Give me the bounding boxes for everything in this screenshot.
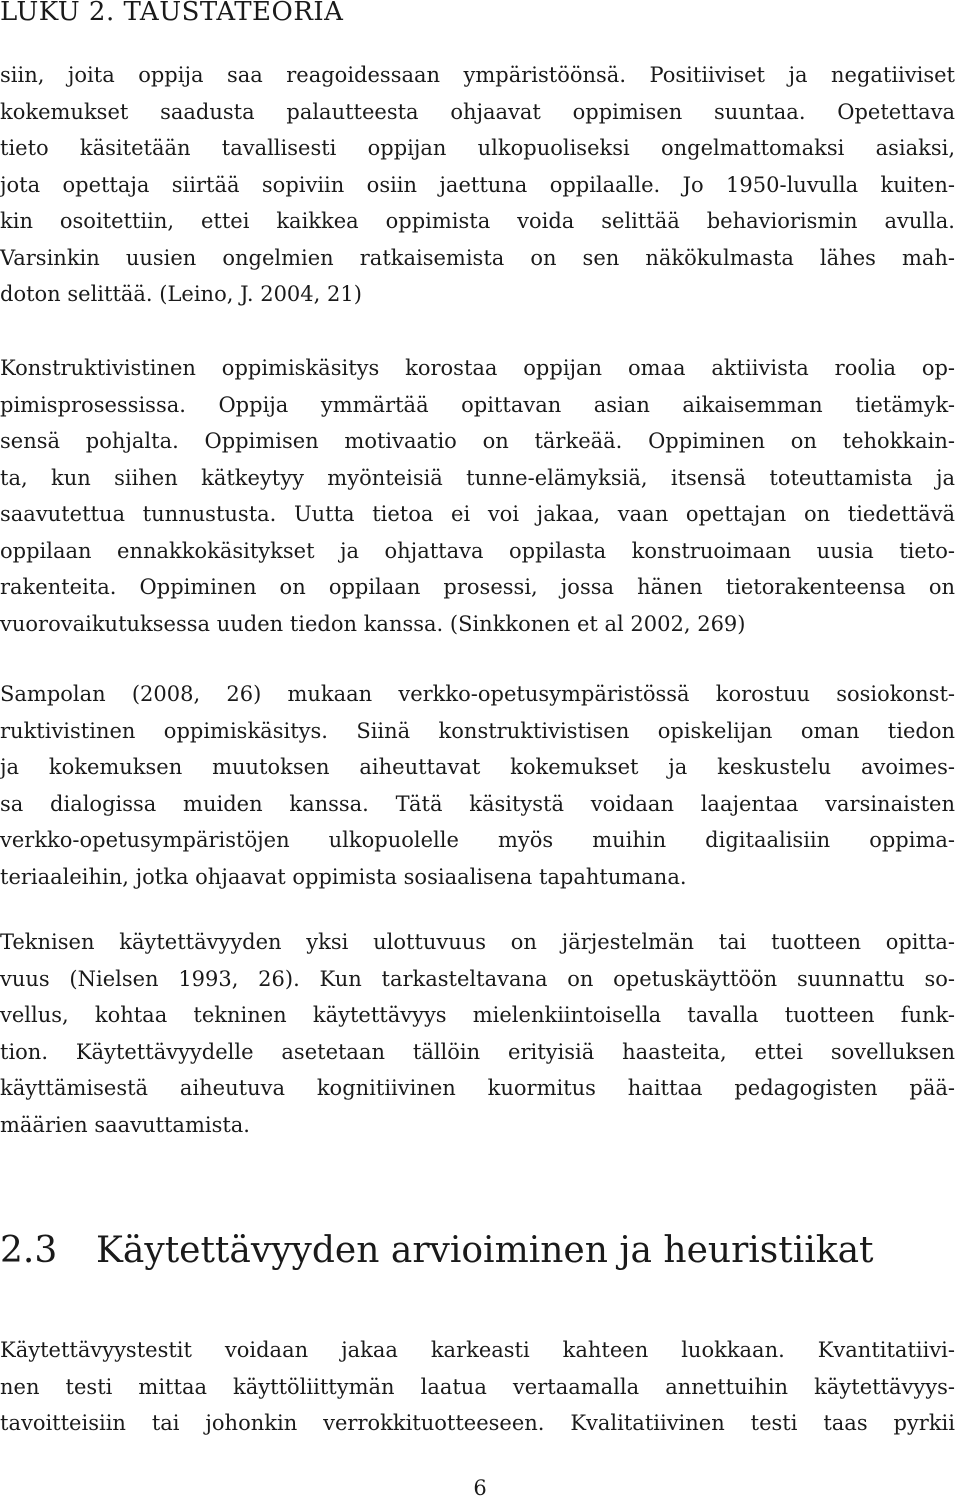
page-number: 6 <box>473 1476 487 1500</box>
text-line: kin osoitettiin, ettei kaikkea oppimista voida selittää behaviorismin avulla. <box>0 209 955 233</box>
text-line: ja kokemuksen muutoksen aiheuttavat kokemukset ja keskustelu avoimes- <box>0 755 955 779</box>
text-line: vuorovaikutuksessa uuden tiedon kanssa. (Sinkkonen et al 2002, 269) <box>0 611 746 636</box>
text-line: vuus (Nielsen 1993, 26). Kun tarkasteltavana on opetuskäyttöön suunnattu so- <box>0 966 955 991</box>
text-line: siin, joita oppija saa reagoidessaan ympäristöönsä. Positiiviset ja negatiiviset <box>0 63 955 87</box>
paragraph-socioconstructivism <box>0 676 955 895</box>
paragraph-usability-tests <box>0 1332 955 1442</box>
text-line: tieto käsitetään tavallisesti oppijan ulkopuoliseksi ongelmattomaksi asiaksi, <box>0 136 955 160</box>
text-line: Varsinkin uusien ongelmien ratkaisemista on sen näkökulmasta lähes mah- <box>0 245 955 270</box>
text-line: Käytettävyystestit voidaan jakaa karkeasti kahteen luokkaan. Kvantitatiivi- <box>0 1338 955 1362</box>
text-line: Teknisen käytettävyyden yksi ulottuvuus on järjestelmän tai tuotteen opitta- <box>0 930 955 954</box>
text-line: sa dialogissa muiden kanssa. Tätä käsitystä voidaan laajentaa varsinaisten <box>0 791 955 816</box>
text-line: doton selittää. (Leino, J. 2004, 21) <box>0 282 362 306</box>
text-line: Konstruktivistinen oppimiskäsitys korostaa oppijan omaa aktiivista roolia op- <box>0 356 955 380</box>
text-line: oppilaan ennakkokäsitykset ja ohjattava oppilasta konstruoimaan uusia tieto- <box>0 538 955 563</box>
text-line: pimisprosessissa. Oppija ymmärtää opittavan asian aikaisemman tietämyk- <box>0 392 955 417</box>
text-line: verkko-opetusympäristöjen ulkopuolelle myös muihin digitaalisiin oppima- <box>0 828 955 852</box>
text-line: sensä pohjalta. Oppimisen motivaatio on tärkeää. Oppiminen on tehokkain- <box>0 429 955 453</box>
paragraph-technical-usability <box>0 924 955 1143</box>
text-line: nen testi mittaa käyttöliittymän laatua vertaamalla annettuihin käytettävyys- <box>0 1374 955 1399</box>
section-title: Käytettävyyden arvioiminen ja heuristiikat <box>96 1230 874 1271</box>
paragraph-constructivism <box>0 350 955 642</box>
text-line: käyttämisestä aiheutuva kognitiivinen kuormitus haittaa pedagogisten pää- <box>0 1076 955 1100</box>
text-line: Sampolan (2008, 26) mukaan verkko-opetusympäristössä korostuu sosiokonst- <box>0 682 955 706</box>
section-number: 2.3 <box>0 1230 58 1271</box>
text-line: ta, kun siihen kätkeytyy myönteisiä tunne-elämyksiä, itsensä toteuttamista ja <box>0 465 955 490</box>
running-header: LUKU 2. TAUSTATEORIA <box>0 0 344 27</box>
section-heading <box>0 1228 874 1274</box>
text-line: rakenteita. Oppiminen on oppilaan prosessi, jossa hänen tietorakenteensa on <box>0 575 955 599</box>
text-line: vellus, kohtaa tekninen käytettävyys mielenkiintoisella tavalla tuotteen funk- <box>0 1003 955 1027</box>
text-line: tion. Käytettävyydelle asetetaan tällöin erityisiä haasteita, ettei sovelluksen <box>0 1039 955 1064</box>
text-line: tavoitteisiin tai johonkin verrokkituotteeseen. Kvalitatiivinen testi taas pyrkii <box>0 1411 955 1435</box>
text-line: ruktivistinen oppimiskäsitys. Siinä konstruktivistisen opiskelijan oman tiedon <box>0 718 955 743</box>
text-line: saavutettua tunnustusta. Uutta tietoa ei voi jakaa, vaan opettajan on tiedettävä <box>0 502 955 526</box>
text-line: määrien saavuttamista. <box>0 1112 250 1137</box>
text-line: kokemukset saadusta palautteesta ohjaavat oppimisen suuntaa. Opetettava <box>0 99 955 124</box>
text-line: jota opettaja siirtää sopiviin osiin jaettuna oppilaalle. Jo 1950-luvulla kuiten- <box>0 172 955 197</box>
paragraph-behaviorism <box>0 57 955 313</box>
text-line: teriaaleihin, jotka ohjaavat oppimista sosiaalisena tapahtumana. <box>0 864 687 889</box>
